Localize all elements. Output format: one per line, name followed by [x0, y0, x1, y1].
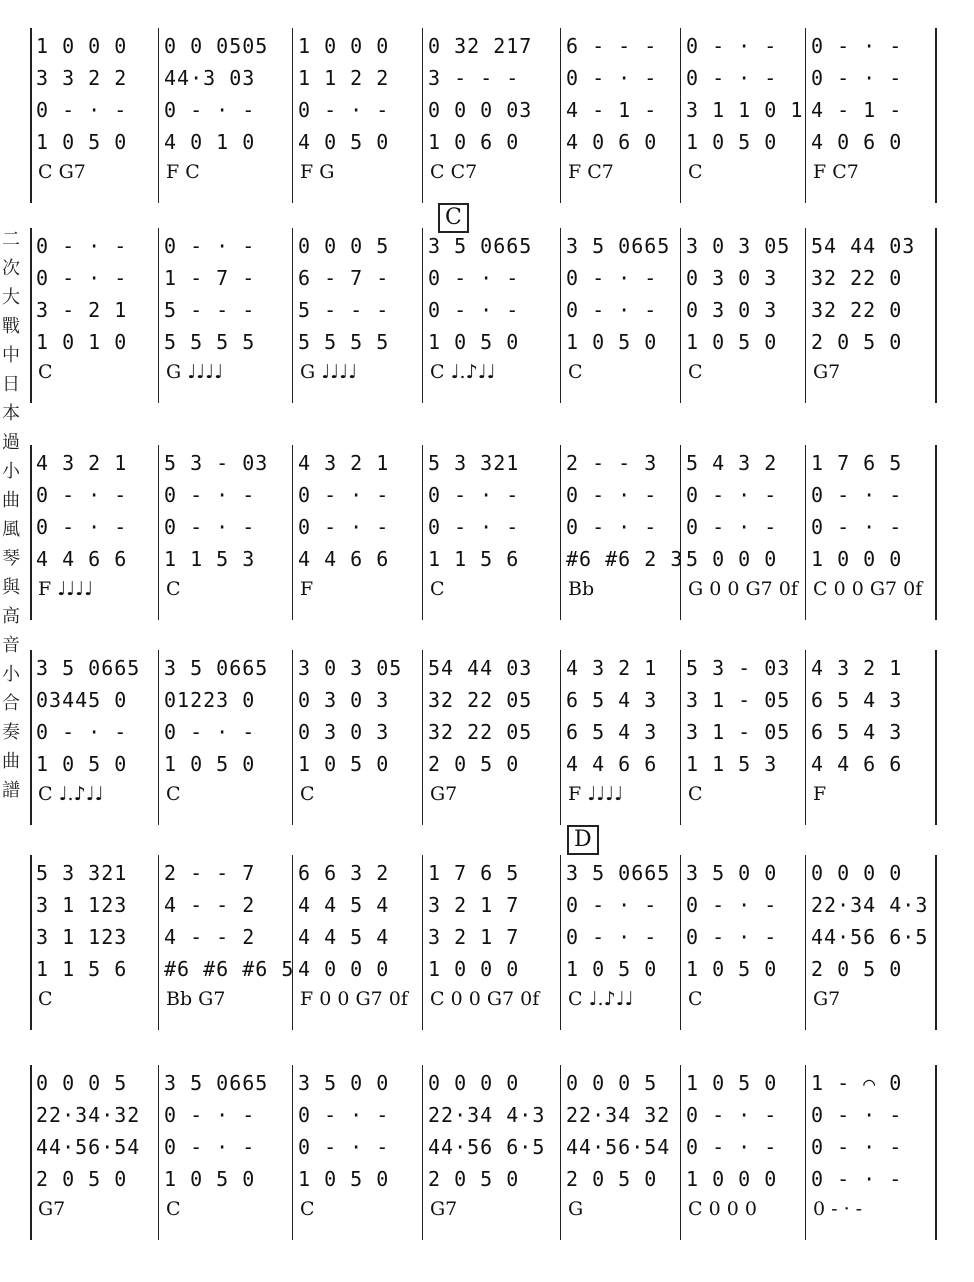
measure	[805, 28, 935, 203]
notation-line-4: 1 0 0 0	[686, 1167, 778, 1191]
chord-symbol: C 0 0 G7 0f	[430, 988, 540, 1010]
notation-line-4: 4 4 6 6	[566, 752, 658, 776]
notation-line-3: 0 - · -	[686, 925, 778, 949]
notation-line-1: 2 - - 3	[566, 451, 658, 475]
notation-line-1: 3 5 0 0	[686, 861, 778, 885]
notation-line-2: 44·3 03	[164, 66, 256, 90]
notation-line-3: 0 - · -	[566, 298, 658, 322]
sidebar-char: 與	[2, 577, 20, 598]
notation-line-4: 1 0 5 0	[566, 330, 658, 354]
notation-line-3: 32 22 05	[428, 720, 533, 744]
sidebar-char: 大	[2, 287, 20, 308]
notation-line-1: 0 - · -	[686, 34, 778, 58]
notation-line-4: 1 0 5 0	[164, 752, 256, 776]
score-system	[30, 205, 942, 403]
measure	[422, 445, 560, 620]
notation-line-1: 1 0 0 0	[298, 34, 390, 58]
notation-line-4: 0 - · -	[811, 1167, 903, 1191]
chord-symbol: C	[166, 1198, 181, 1220]
chord-symbol: C ♩.♪♩♩	[568, 988, 634, 1010]
notation-line-2: 0 - · -	[686, 893, 778, 917]
notation-line-4: 1 0 5 0	[686, 130, 778, 154]
system-end-barline	[935, 1065, 937, 1240]
sidebar-vertical-title	[0, 225, 22, 805]
notation-line-1: 0 0 0 5	[566, 1071, 658, 1095]
sidebar-char: 琴	[2, 548, 20, 569]
sidebar-char: 高	[2, 606, 20, 627]
notation-line-4: 4 0 1 0	[164, 130, 256, 154]
chord-symbol: 0 - · -	[813, 1198, 863, 1220]
notation-line-1: 54 44 03	[811, 234, 916, 258]
notation-line-4: 4 0 5 0	[298, 130, 390, 154]
system-end-barline	[935, 855, 937, 1030]
notation-line-1: 5 4 3 2	[686, 451, 778, 475]
notation-line-1: 0 32 217	[428, 34, 533, 58]
measure	[422, 228, 560, 403]
notation-line-4: 1 0 0 0	[428, 957, 520, 981]
measure	[805, 650, 935, 825]
notation-line-2: 22·34 4·3	[428, 1103, 546, 1127]
chord-symbol: C G7	[38, 161, 86, 183]
notation-line-2: 0 - · -	[811, 66, 903, 90]
chord-symbol: C	[38, 988, 53, 1010]
notation-line-1: 1 7 6 5	[811, 451, 903, 475]
notation-line-3: 3 2 1 7	[428, 925, 520, 949]
notation-line-2: 0 - · -	[811, 1103, 903, 1127]
notation-line-4: 4 4 6 6	[811, 752, 903, 776]
notation-line-4: 1 1 5 6	[36, 957, 128, 981]
notation-line-3: 0 - · -	[566, 925, 658, 949]
notation-line-3: 0 - · -	[36, 515, 128, 539]
measure	[560, 650, 680, 825]
chord-symbol: F C	[166, 161, 200, 183]
notation-line-2: 1 1 2 2	[298, 66, 390, 90]
notation-line-4: 5 0 0 0	[686, 547, 778, 571]
notation-line-2: 1 - 7 -	[164, 266, 256, 290]
measure	[30, 1065, 158, 1240]
notation-line-4: 1 0 5 0	[428, 330, 520, 354]
notation-line-4: #6 #6 2 3	[566, 547, 684, 571]
notation-line-3: 4 - - 2	[164, 925, 256, 949]
notation-line-1: 3 5 0665	[164, 1071, 269, 1095]
notation-line-2: 22·34 32	[566, 1103, 671, 1127]
notation-line-4: 1 0 5 0	[686, 957, 778, 981]
notation-line-1: 4 3 2 1	[36, 451, 128, 475]
notation-line-3: 0 - · -	[428, 515, 520, 539]
notation-line-3: 0 - · -	[298, 515, 390, 539]
notation-line-3: 0 - · -	[566, 515, 658, 539]
chord-symbol: F G	[300, 161, 335, 183]
measure	[292, 650, 422, 825]
chord-symbol: C	[38, 361, 53, 383]
measure	[805, 1065, 935, 1240]
notation-line-2: 3 1 - 05	[686, 688, 791, 712]
notation-line-3: 3 1 - 05	[686, 720, 791, 744]
notation-line-1: 3 5 0665	[428, 234, 533, 258]
measure	[30, 445, 158, 620]
measure	[680, 228, 805, 403]
section-marker: C	[438, 203, 469, 233]
chord-symbol: C ♩.♪♩♩	[38, 783, 104, 805]
notation-line-2: 01223 0	[164, 688, 256, 712]
chord-symbol: F	[813, 783, 827, 805]
notation-line-4: 1 1 5 3	[686, 752, 778, 776]
chord-symbol: C	[568, 361, 583, 383]
measure	[805, 855, 935, 1030]
notation-line-3: 44·56·54	[36, 1135, 141, 1159]
notation-line-4: 1 0 5 0	[36, 130, 128, 154]
measure	[158, 855, 295, 1030]
notation-line-1: 2 - - 7	[164, 861, 256, 885]
notation-line-1: 3 5 0665	[36, 656, 141, 680]
notation-line-3: 0 3 0 3	[686, 298, 778, 322]
notation-line-3: 3 1 123	[36, 925, 128, 949]
notation-line-2: 03445 0	[36, 688, 128, 712]
notation-line-1: 4 3 2 1	[298, 451, 390, 475]
notation-line-4: 1 0 5 0	[686, 330, 778, 354]
sidebar-char: 中	[2, 345, 20, 366]
notation-line-1: 0 0 0 5	[36, 1071, 128, 1095]
notation-line-1: 54 44 03	[428, 656, 533, 680]
chord-symbol: C ♩.♪♩♩	[430, 361, 496, 383]
notation-line-4: 4 0 6 0	[811, 130, 903, 154]
notation-line-2: 6 5 4 3	[566, 688, 658, 712]
score-system	[30, 827, 942, 1030]
notation-line-1: 3 0 3 05	[298, 656, 403, 680]
chord-symbol: C	[688, 161, 703, 183]
measure	[680, 650, 805, 825]
measure	[158, 445, 292, 620]
measure	[680, 1065, 805, 1240]
notation-line-2: 0 - · -	[566, 483, 658, 507]
notation-line-3: 0 - · -	[164, 1135, 256, 1159]
sidebar-char: 二	[2, 229, 20, 250]
notation-line-1: 6 6 3 2	[298, 861, 390, 885]
chord-symbol: C C7	[430, 161, 478, 183]
notation-line-1: 1 0 0 0	[36, 34, 128, 58]
notation-line-3: 4 4 5 4	[298, 925, 390, 949]
notation-line-1: 0 - · -	[36, 234, 128, 258]
measure	[422, 650, 560, 825]
measure	[560, 28, 680, 203]
notation-line-2: 0 - · -	[164, 1103, 256, 1127]
notation-line-3: 0 - · -	[164, 98, 256, 122]
notation-line-1: 0 0 0 5	[298, 234, 390, 258]
system-end-barline	[935, 650, 937, 825]
notation-line-2: 22·34·32	[36, 1103, 141, 1127]
notation-line-1: 3 5 0 0	[298, 1071, 390, 1095]
chord-symbol: G 0 0 G7 0f	[688, 578, 798, 600]
notation-line-1: 1 0 5 0	[686, 1071, 778, 1095]
system-end-barline	[935, 445, 937, 620]
measure	[560, 445, 684, 620]
chord-symbol: F ♩♩♩♩	[568, 783, 624, 805]
sidebar-char: 風	[2, 519, 20, 540]
chord-symbol: G7	[813, 361, 841, 383]
notation-line-2: 4 4 5 4	[298, 893, 390, 917]
notation-line-3: 3 - 2 1	[36, 298, 128, 322]
score-system	[30, 650, 942, 825]
measure	[292, 445, 422, 620]
notation-line-4: 1 0 0 0	[811, 547, 903, 571]
chord-symbol: F C7	[813, 161, 859, 183]
measure	[158, 1065, 292, 1240]
notation-line-3: 0 - · -	[686, 1135, 778, 1159]
notation-line-4: 1 0 5 0	[298, 1167, 390, 1191]
notation-line-1: 3 0 3 05	[686, 234, 791, 258]
notation-line-2: 6 5 4 3	[811, 688, 903, 712]
chord-symbol: Bb	[568, 578, 595, 600]
measure	[30, 228, 158, 403]
notation-line-4: 2 0 5 0	[428, 752, 520, 776]
system-end-barline	[935, 28, 937, 203]
notation-line-3: 44·56 6·5	[811, 925, 929, 949]
notation-line-4: 5 5 5 5	[298, 330, 390, 354]
notation-line-2: 0 - · -	[428, 266, 520, 290]
chord-symbol: Bb G7	[166, 988, 226, 1010]
notation-line-1: 0 0 0 0	[811, 861, 903, 885]
notation-line-1: 5 3 321	[36, 861, 128, 885]
notation-line-2: 0 - · -	[686, 483, 778, 507]
chord-symbol: C	[688, 988, 703, 1010]
notation-line-2: 32 22 05	[428, 688, 533, 712]
sidebar-char: 合	[2, 693, 20, 714]
notation-line-1: 0 0 0 0	[428, 1071, 520, 1095]
notation-line-2: 0 - · -	[36, 266, 128, 290]
notation-line-1: 1 7 6 5	[428, 861, 520, 885]
measure	[805, 445, 935, 620]
measure	[292, 228, 422, 403]
notation-line-4: 1 0 5 0	[298, 752, 390, 776]
section-marker: D	[567, 825, 599, 855]
notation-line-2: 4 - - 2	[164, 893, 256, 917]
notation-line-3: 0 - · -	[164, 515, 256, 539]
notation-line-3: 0 - · -	[428, 298, 520, 322]
notation-line-3: 5 - - -	[298, 298, 390, 322]
measure	[560, 1065, 680, 1240]
notation-line-3: 0 - · -	[36, 98, 128, 122]
notation-line-4: 5 5 5 5	[164, 330, 256, 354]
measure	[30, 28, 158, 203]
sidebar-char: 音	[2, 635, 20, 656]
notation-line-4: 4 4 6 6	[36, 547, 128, 571]
notation-line-2: 0 3 0 3	[686, 266, 778, 290]
notation-line-4: #6 #6 #6 5	[164, 957, 295, 981]
measure	[680, 28, 805, 203]
notation-line-1: 6 - - -	[566, 34, 658, 58]
notation-line-4: 2 0 5 0	[36, 1167, 128, 1191]
notation-line-2: 3 3 2 2	[36, 66, 128, 90]
notation-line-3: 0 - · -	[164, 720, 256, 744]
notation-line-2: 0 - · -	[566, 66, 658, 90]
notation-line-2: 0 - · -	[686, 1103, 778, 1127]
sidebar-char: 奏	[2, 722, 20, 743]
notation-line-1: 0 0 0505	[164, 34, 269, 58]
measure	[158, 28, 292, 203]
chord-symbol: G ♩♩♩♩	[300, 361, 358, 383]
score-system	[30, 28, 942, 203]
notation-line-2: 0 3 0 3	[298, 688, 390, 712]
notation-line-2: 0 - · -	[686, 66, 778, 90]
sidebar-char: 曲	[2, 490, 20, 511]
sidebar-char: 過	[2, 432, 20, 453]
chord-symbol: C	[430, 578, 445, 600]
notation-line-1: 4 3 2 1	[811, 656, 903, 680]
score-system	[30, 445, 942, 620]
notation-line-1: 5 3 - 03	[686, 656, 791, 680]
notation-line-4: 1 0 5 0	[164, 1167, 256, 1191]
chord-symbol: G7	[430, 1198, 458, 1220]
chord-symbol: G7	[430, 783, 458, 805]
measure	[680, 855, 805, 1030]
chord-symbol: F	[300, 578, 314, 600]
sidebar-char: 戰	[2, 316, 20, 337]
measure	[560, 855, 680, 1030]
notation-line-3: 0 - · -	[686, 515, 778, 539]
notation-line-2: 0 - · -	[298, 483, 390, 507]
notation-line-2: 0 - · -	[164, 483, 256, 507]
chord-symbol: G ♩♩♩♩	[166, 361, 224, 383]
sidebar-char: 曲	[2, 751, 20, 772]
measure	[292, 855, 422, 1030]
notation-line-3: 0 3 0 3	[298, 720, 390, 744]
notation-line-3: 0 - · -	[36, 720, 128, 744]
measure	[422, 1065, 560, 1240]
measure	[422, 28, 560, 203]
chord-symbol: C	[300, 783, 315, 805]
notation-line-4: 2 0 5 0	[566, 1167, 658, 1191]
measure	[292, 1065, 422, 1240]
measure	[158, 650, 292, 825]
notation-line-1: 5 3 - 03	[164, 451, 269, 475]
notation-line-3: 44·56·54	[566, 1135, 671, 1159]
notation-line-1: 0 - · -	[811, 34, 903, 58]
notation-line-1: 3 5 0665	[566, 234, 671, 258]
chord-symbol: C	[688, 783, 703, 805]
measure	[30, 855, 158, 1030]
notation-line-2: 3 - - -	[428, 66, 520, 90]
measure	[158, 228, 292, 403]
chord-symbol: F C7	[568, 161, 614, 183]
chord-symbol: G7	[38, 1198, 66, 1220]
notation-line-3: 4 - 1 -	[811, 98, 903, 122]
chord-symbol: G7	[813, 988, 841, 1010]
notation-line-1: 3 5 0665	[566, 861, 671, 885]
measure	[805, 228, 935, 403]
notation-line-3: 4 - 1 -	[566, 98, 658, 122]
notation-line-4: 1 0 5 0	[36, 752, 128, 776]
notation-line-3: 0 - · -	[298, 1135, 390, 1159]
system-end-barline	[935, 228, 937, 403]
measure	[422, 855, 560, 1030]
notation-line-3: 0 - · -	[811, 515, 903, 539]
chord-symbol: C	[300, 1198, 315, 1220]
notation-line-3: 0 - · -	[298, 98, 390, 122]
notation-line-3: 32 22 0	[811, 298, 903, 322]
notation-line-2: 22·34 4·3	[811, 893, 929, 917]
notation-line-3: 6 5 4 3	[566, 720, 658, 744]
sidebar-char: 次	[2, 258, 20, 279]
notation-line-4: 1 0 1 0	[36, 330, 128, 354]
chord-symbol: C	[166, 578, 181, 600]
measure	[30, 650, 158, 825]
sidebar-char: 日	[2, 374, 20, 395]
notation-line-1: 1 - ⌒ 0	[811, 1071, 903, 1095]
notation-line-4: 2 0 5 0	[811, 957, 903, 981]
sidebar-char: 小	[2, 664, 20, 685]
notation-line-4: 1 0 5 0	[566, 957, 658, 981]
notation-line-2: 0 - · -	[566, 893, 658, 917]
notation-line-3: 5 - - -	[164, 298, 256, 322]
notation-line-2: 3 2 1 7	[428, 893, 520, 917]
notation-line-4: 1 0 6 0	[428, 130, 520, 154]
notation-line-1: 5 3 321	[428, 451, 520, 475]
measure	[680, 445, 805, 620]
chord-symbol: G	[568, 1198, 584, 1220]
chord-symbol: C 0 0 G7 0f	[813, 578, 923, 600]
sidebar-char: 小	[2, 461, 20, 482]
score-system	[30, 1065, 942, 1240]
measure	[292, 28, 422, 203]
measure	[560, 228, 680, 403]
sidebar-char: 譜	[2, 780, 20, 801]
notation-line-3: 44·56 6·5	[428, 1135, 546, 1159]
notation-line-4: 2 0 5 0	[811, 330, 903, 354]
notation-line-3: 0 0 0 03	[428, 98, 533, 122]
notation-line-4: 1 1 5 6	[428, 547, 520, 571]
notation-line-4: 4 4 6 6	[298, 547, 390, 571]
notation-line-1: 0 - · -	[164, 234, 256, 258]
notation-line-2: 0 - · -	[811, 483, 903, 507]
notation-line-3: 6 5 4 3	[811, 720, 903, 744]
notation-line-3: 0 - · -	[811, 1135, 903, 1159]
notation-line-4: 4 0 6 0	[566, 130, 658, 154]
sidebar-char: 本	[2, 403, 20, 424]
notation-line-2: 0 - · -	[428, 483, 520, 507]
chord-symbol: C 0 0 0	[688, 1198, 757, 1220]
chord-symbol: F ♩♩♩♩	[38, 578, 94, 600]
notation-line-1: 3 5 0665	[164, 656, 269, 680]
notation-line-2: 3 1 123	[36, 893, 128, 917]
notation-line-3: 3 1 1 0 1	[686, 98, 804, 122]
chord-symbol: C	[166, 783, 181, 805]
notation-line-2: 0 - · -	[298, 1103, 390, 1127]
notation-line-4: 4 0 0 0	[298, 957, 390, 981]
notation-line-1: 4 3 2 1	[566, 656, 658, 680]
chord-symbol: F 0 0 G7 0f	[300, 988, 408, 1010]
notation-line-4: 2 0 5 0	[428, 1167, 520, 1191]
notation-line-4: 1 1 5 3	[164, 547, 256, 571]
notation-line-2: 0 - · -	[566, 266, 658, 290]
notation-line-2: 32 22 0	[811, 266, 903, 290]
chord-symbol: C	[688, 361, 703, 383]
notation-line-2: 0 - · -	[36, 483, 128, 507]
notation-line-2: 6 - 7 -	[298, 266, 390, 290]
